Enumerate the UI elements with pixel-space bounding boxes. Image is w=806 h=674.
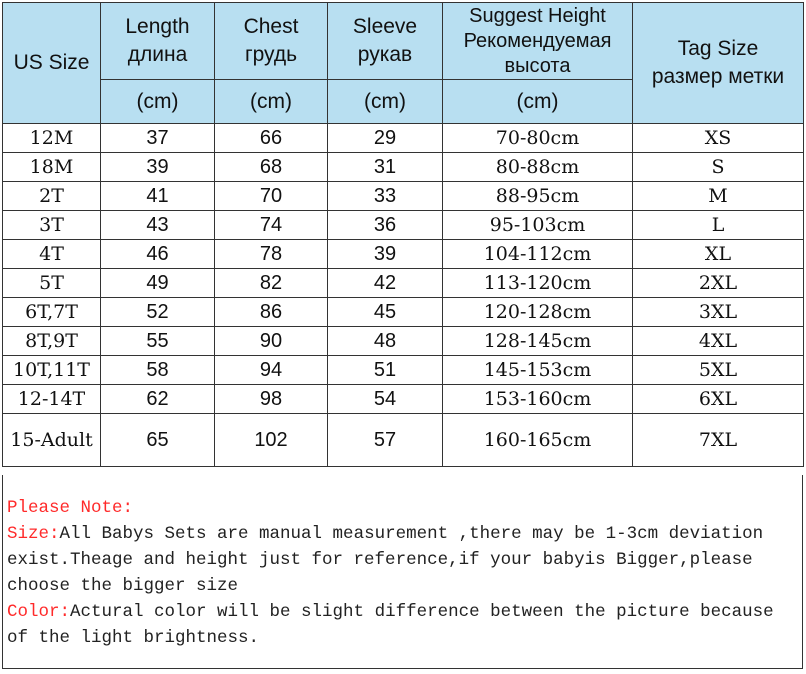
cell-chest: 90 [215,327,328,356]
header-us-size-label: US Size [13,51,90,74]
cell-chest: 82 [215,269,328,298]
cell-tag: 7XL [633,414,804,467]
cell-sleeve: 31 [328,153,443,182]
cell-sleeve: 36 [328,211,443,240]
header-height-ru-2: высота [504,54,571,77]
cell-chest: 86 [215,298,328,327]
cell-chest: 70 [215,182,328,211]
notes-title: Please Note: [7,498,134,518]
cell-tag: XS [633,124,804,153]
table-row [3,124,804,153]
cell-height: 104-112cm [443,240,633,269]
cell-length: 41 [101,182,215,211]
notes-section [7,495,797,651]
notes-color-label: Color: [7,602,71,622]
header-chest-en: Chest [243,15,299,38]
cell-tag: S [633,153,804,182]
notes-color-text: Actural color will be slight difference between the picture because of the light brightness. [7,602,774,648]
cell-size: 12-14T [3,385,101,414]
cell-height: 113-120cm [443,269,633,298]
cell-size: 10T,11T [3,356,101,385]
header-chest [215,3,328,80]
notes-size-text: All Babys Sets are manual measurement ,there may be 1-3cm deviation exist.Theage and height just for reference,if your babyis Bigger,please choose the bigger size [7,524,764,596]
table-row [3,153,804,182]
cell-length: 43 [101,211,215,240]
table-row [3,269,804,298]
cell-sleeve: 29 [328,124,443,153]
cell-tag: 2XL [633,269,804,298]
cell-length: 62 [101,385,215,414]
cell-length: 39 [101,153,215,182]
cell-size: 12M [3,124,101,153]
cell-chest: 102 [215,414,328,467]
header-height-en: Suggest Height [469,4,606,27]
unit-length: (cm) [101,80,215,124]
cell-chest: 78 [215,240,328,269]
table-row [3,211,804,240]
cell-length: 49 [101,269,215,298]
cell-tag: XL [633,240,804,269]
header-sleeve-ru: рукав [357,43,413,66]
notes-color [7,599,797,651]
cell-size: 2T [3,182,101,211]
cell-sleeve: 48 [328,327,443,356]
cell-size: 6T,7T [3,298,101,327]
header-length-ru: длина [127,43,188,66]
notes-size [7,521,797,599]
cell-tag: 6XL [633,385,804,414]
cell-length: 37 [101,124,215,153]
cell-height: 153-160cm [443,385,633,414]
cell-size: 8T,9T [3,327,101,356]
cell-size: 15-Adult [3,414,101,467]
header-us-size [3,3,101,124]
table-row [3,182,804,211]
cell-height: 70-80cm [443,124,633,153]
cell-height: 128-145cm [443,327,633,356]
cell-sleeve: 33 [328,182,443,211]
header-height [443,3,633,80]
cell-size: 5T [3,269,101,298]
cell-chest: 66 [215,124,328,153]
cell-size: 18M [3,153,101,182]
cell-size: 4T [3,240,101,269]
header-length-en: Length [125,15,190,38]
header-tag-size [633,3,804,124]
cell-sleeve: 51 [328,356,443,385]
cell-length: 46 [101,240,215,269]
cell-height: 160-165cm [443,414,633,467]
header-tag-ru: размер метки [651,65,785,88]
notes-size-label: Size: [7,524,60,544]
cell-height: 145-153cm [443,356,633,385]
cell-size: 3T [3,211,101,240]
header-row [3,3,804,80]
cell-length: 55 [101,327,215,356]
cell-sleeve: 42 [328,269,443,298]
cell-length: 52 [101,298,215,327]
table-row [3,240,804,269]
cell-tag: M [633,182,804,211]
cell-tag: 4XL [633,327,804,356]
cell-sleeve: 39 [328,240,443,269]
unit-height: (cm) [443,80,633,124]
header-chest-ru: грудь [244,43,298,66]
header-tag-en: Tag Size [677,37,759,60]
table-row [3,414,804,467]
cell-height: 120-128cm [443,298,633,327]
cell-length: 65 [101,414,215,467]
cell-tag: 5XL [633,356,804,385]
cell-height: 80-88cm [443,153,633,182]
cell-height: 95-103cm [443,211,633,240]
cell-height: 88-95cm [443,182,633,211]
cell-chest: 68 [215,153,328,182]
header-height-ru-1: Рекомендуемая [463,29,612,52]
cell-sleeve: 45 [328,298,443,327]
table-row [3,327,804,356]
size-chart [2,2,803,467]
size-table [2,2,804,467]
table-row [3,385,804,414]
table-row [3,298,804,327]
unit-chest: (cm) [215,80,328,124]
header-length [101,3,215,80]
cell-tag: L [633,211,804,240]
cell-length: 58 [101,356,215,385]
cell-chest: 98 [215,385,328,414]
cell-sleeve: 54 [328,385,443,414]
cell-chest: 94 [215,356,328,385]
header-sleeve-en: Sleeve [352,15,418,38]
cell-sleeve: 57 [328,414,443,467]
cell-tag: 3XL [633,298,804,327]
cell-chest: 74 [215,211,328,240]
unit-sleeve: (cm) [328,80,443,124]
header-sleeve [328,3,443,80]
table-row [3,356,804,385]
